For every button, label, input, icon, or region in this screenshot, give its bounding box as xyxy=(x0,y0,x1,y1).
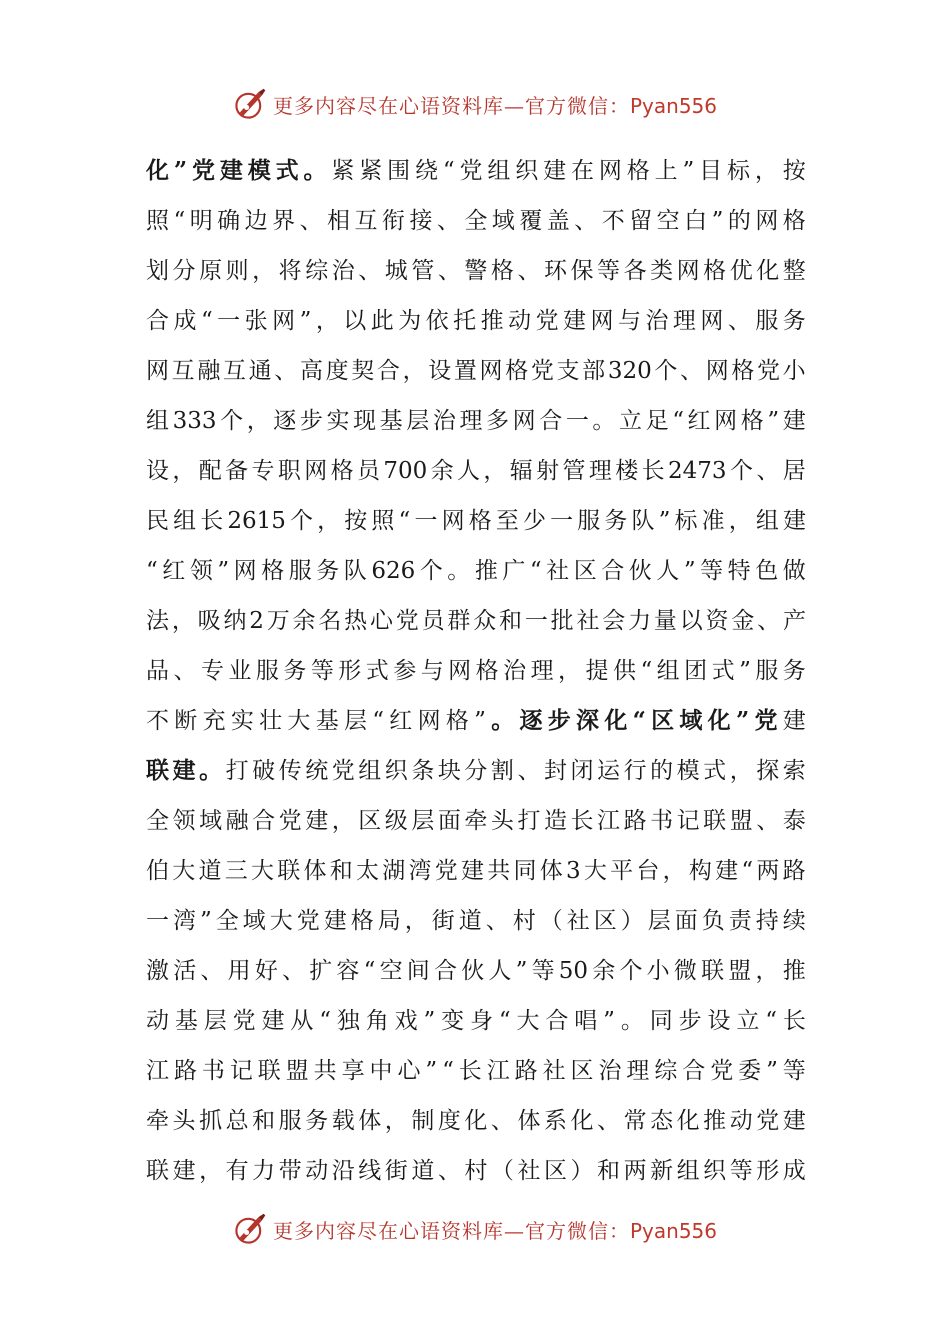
watermark-text: 更多内容尽在心语资料库—官方微信：Pyan556 xyxy=(272,93,717,118)
watermark-header xyxy=(0,84,950,124)
text-line: 牵 头 抓 总 和 服 务 载 体 ， 制 度 化 、 体 系 化 、 常 态 化 推 动 党 建 xyxy=(146,1108,806,1134)
text-line: 设 ， 配 备 专 职 网 格 员 700 余 人 ， 辐 射 管 理 楼 长 2473 个 、 居 xyxy=(146,458,806,484)
text-line: 动 基 层 党 建 从 “ 独 角 戏 ” 变 身 “ 大 合 唱 ” 。 同 步 设 立 “ 长 xyxy=(146,1008,806,1034)
text-line: 网 互 融 互 通 、 高 度 契 合 ， 设 置 网 格 党 支 部 320 个 、 网 格 党 小 xyxy=(146,358,806,384)
document-body xyxy=(146,146,806,1196)
text-line: 伯 大 道 三 大 联 体 和 太 湖 湾 党 建 共 同 体 3 大 平 台 ， 构 建 “ 两 路 xyxy=(146,858,806,884)
text-line: “ 红 领 ” 网 格 服 务 队 626 个 。 推 广 “ 社 区 合 伙 人 ” 等 特 色 做 xyxy=(146,558,806,584)
pen-nib-circle-icon xyxy=(233,1212,267,1246)
text-line: 合 成 “ 一 张 网 ” ， 以 此 为 依 托 推 动 党 建 网 与 治 理 网 、 服 务 xyxy=(146,308,806,334)
text-line: 联 建 。 打 破 传 统 党 组 织 条 块 分 割 、 封 闭 运 行 的 模 式 ， 探 索 xyxy=(146,757,806,784)
text-line: 联 建 ， 有 力 带 动 沿 线 街 道 、 村 （ 社 区 ） 和 两 新 组 织 等 形 成 xyxy=(146,1158,806,1184)
text-line: 组 333 个 ， 逐 步 实 现 基 层 治 理 多 网 合 一 。 立 足 “ 红 网 格 ” 建 xyxy=(146,408,806,434)
text-line: 民 组 长 2615 个 ， 按 照 “ 一 网 格 至 少 一 服 务 队 ” 标 准 ， 组 建 xyxy=(146,508,806,534)
text-line: 品 、 专 业 服 务 等 形 式 参 与 网 格 治 理 ， 提 供 “ 组 团 式 ” 服 务 xyxy=(146,658,806,684)
text-line: 一 湾 ” 全 域 大 党 建 格 局 ， 街 道 、 村 （ 社 区 ） 层 面 负 责 持 续 xyxy=(146,908,806,934)
text-line: 划 分 原 则 ， 将 综 治 、 城 管 、 警 格 、 环 保 等 各 类 网 格 优 化 整 xyxy=(146,258,806,284)
watermark-text: 更多内容尽在心语资料库—官方微信：Pyan556 xyxy=(272,1218,717,1243)
watermark-footer xyxy=(0,1209,950,1249)
text-line: 激 活 、 用 好 、 扩 容 “ 空 间 合 伙 人 ” 等 50 余 个 小 微 联 盟 ， 推 xyxy=(146,958,806,984)
text-line: 化 ” 党 建 模 式 。 紧 紧 围 绕 “ 党 组 织 建 在 网 格 上 ” 目 标 ， 按 xyxy=(146,157,806,184)
text-line: 照 “ 明 确 边 界 、 相 互 衔 接 、 全 域 覆 盖 、 不 留 空 白 ” 的 网 格 xyxy=(146,208,806,234)
text-line: 法 ， 吸 纳 2 万 余 名 热 心 党 员 群 众 和 一 批 社 会 力 量 以 资 金 、 产 xyxy=(146,608,806,634)
text-line: 全 领 域 融 合 党 建 ， 区 级 层 面 牵 头 打 造 长 江 路 书 记 联 盟 、 泰 xyxy=(146,808,806,834)
pen-nib-circle-icon xyxy=(233,87,267,121)
text-line: 不 断 充 实 壮 大 基 层 “ 红 网 格 ” 。 逐 步 深 化 “ 区 域 化 ” 党 建 xyxy=(146,707,806,734)
text-line: 江 路 书 记 联 盟 共 享 中 心 ” “ 长 江 路 社 区 治 理 综 合 党 委 ” 等 xyxy=(146,1058,806,1084)
